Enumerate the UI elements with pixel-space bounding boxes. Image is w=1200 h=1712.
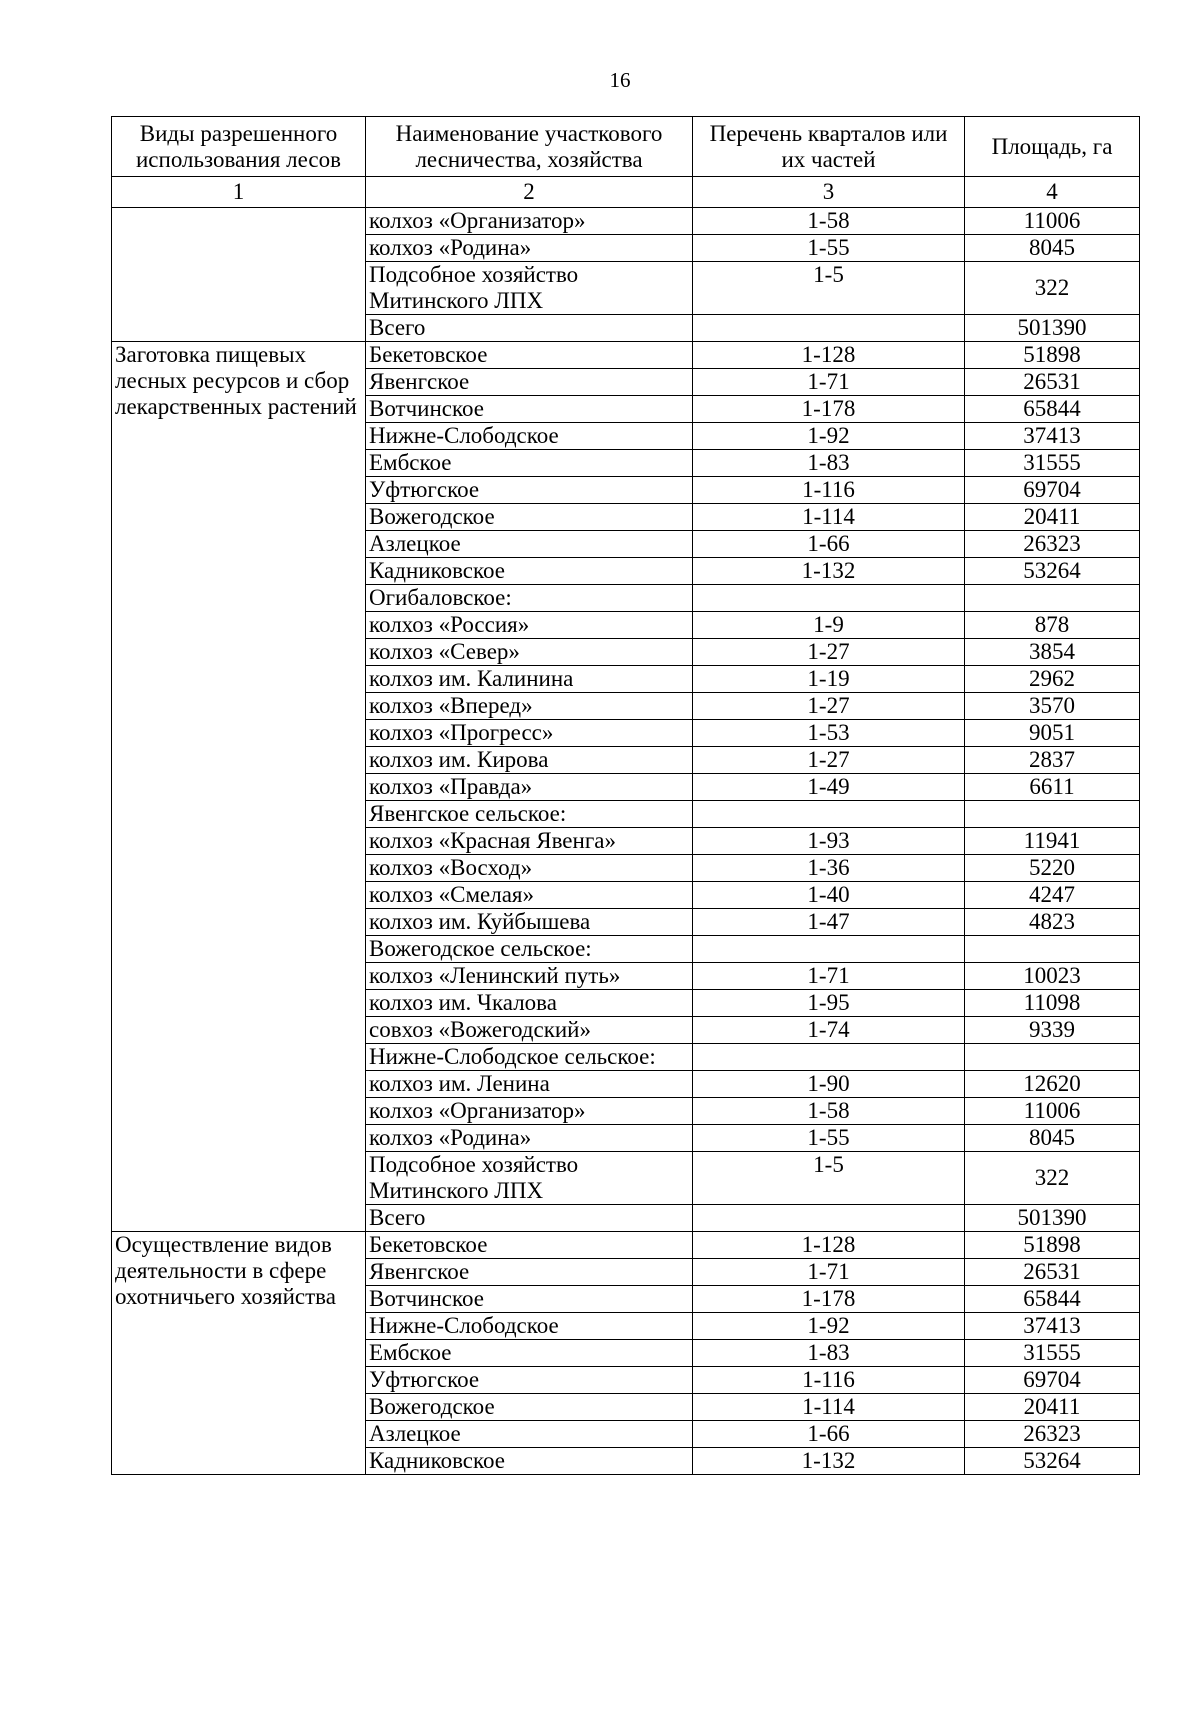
usage-kind-cell — [112, 1232, 366, 1475]
quarters-cell: 1-128 — [693, 1232, 965, 1259]
area-cell: 9051 — [965, 720, 1140, 747]
area-cell: 8045 — [965, 235, 1140, 262]
forestry-name-cell: Азлецкое — [366, 1421, 693, 1448]
quarters-cell: 1-19 — [693, 666, 965, 693]
column-number: 2 — [366, 177, 693, 208]
area-cell: 5220 — [965, 855, 1140, 882]
quarters-cell: 1-71 — [693, 963, 965, 990]
forestry-name-cell: Уфтюгское — [366, 477, 693, 504]
area-cell — [965, 936, 1140, 963]
area-cell: 65844 — [965, 396, 1140, 423]
table-row — [112, 342, 1140, 369]
quarters-cell: 1-83 — [693, 450, 965, 477]
quarters-cell: 1-74 — [693, 1017, 965, 1044]
forestry-name-cell: Подсобное хозяйство Митинского ЛПХ — [366, 262, 693, 315]
area-cell: 878 — [965, 612, 1140, 639]
quarters-cell: 1-36 — [693, 855, 965, 882]
forestry-name-cell: Всего — [366, 315, 693, 342]
usage-kind-text: Осуществление видов деятельности в сфере охотничьего хозяйства — [115, 1232, 336, 1309]
area-cell: 31555 — [965, 450, 1140, 477]
area-cell — [965, 1044, 1140, 1071]
quarters-cell: 1-58 — [693, 208, 965, 235]
area-cell: 322 — [965, 262, 1140, 315]
quarters-cell: 1-9 — [693, 612, 965, 639]
quarters-cell: 1-116 — [693, 1367, 965, 1394]
area-cell: 322 — [965, 1152, 1140, 1205]
forestry-name-cell: Подсобное хозяйство Митинского ЛПХ — [366, 1152, 693, 1205]
quarters-cell: 1-116 — [693, 477, 965, 504]
table-body — [112, 208, 1140, 1475]
forestry-name-cell: колхоз «Родина» — [366, 235, 693, 262]
area-cell: 8045 — [965, 1125, 1140, 1152]
quarters-cell: 1-49 — [693, 774, 965, 801]
forestry-name-cell: колхоз «Красная Явенга» — [366, 828, 693, 855]
quarters-cell: 1-40 — [693, 882, 965, 909]
area-cell: 26531 — [965, 369, 1140, 396]
quarters-cell: 1-27 — [693, 747, 965, 774]
area-cell: 11006 — [965, 208, 1140, 235]
quarters-cell: 1-114 — [693, 504, 965, 531]
area-cell: 3570 — [965, 693, 1140, 720]
quarters-cell: 1-47 — [693, 909, 965, 936]
area-cell: 20411 — [965, 1394, 1140, 1421]
forestry-name-cell: Ембское — [366, 1340, 693, 1367]
quarters-cell: 1-83 — [693, 1340, 965, 1367]
forestry-name-cell: колхоз «Правда» — [366, 774, 693, 801]
forestry-name-cell: Нижне-Слободское — [366, 1313, 693, 1340]
usage-kind-cell — [112, 342, 366, 1232]
area-cell: 3854 — [965, 639, 1140, 666]
quarters-cell: 1-27 — [693, 693, 965, 720]
quarters-cell: 1-71 — [693, 1259, 965, 1286]
forestry-name-cell: колхоз им. Куйбышева — [366, 909, 693, 936]
area-cell: 37413 — [965, 1313, 1140, 1340]
quarters-cell: 1-114 — [693, 1394, 965, 1421]
quarters-cell: 1-55 — [693, 1125, 965, 1152]
forestry-name-cell: Бекетовское — [366, 1232, 693, 1259]
quarters-cell: 1-66 — [693, 1421, 965, 1448]
forestry-name-cell: колхоз «Восход» — [366, 855, 693, 882]
forestry-name-cell: Кадниковское — [366, 1448, 693, 1475]
forestry-name-cell: Азлецкое — [366, 531, 693, 558]
forestry-name-cell: Нижне-Слободское — [366, 423, 693, 450]
forestry-name-cell: колхоз им. Ленина — [366, 1071, 693, 1098]
quarters-cell: 1-27 — [693, 639, 965, 666]
quarters-cell: 1-55 — [693, 235, 965, 262]
area-cell: 51898 — [965, 342, 1140, 369]
column-number: 3 — [693, 177, 965, 208]
area-cell — [965, 585, 1140, 612]
forestry-name-cell: Огибаловское: — [366, 585, 693, 612]
quarters-cell: 1-53 — [693, 720, 965, 747]
forestry-name-cell: колхоз «Россия» — [366, 612, 693, 639]
header-cell: Наименование участкового лесничества, хозяйства — [366, 117, 693, 177]
area-cell: 4247 — [965, 882, 1140, 909]
quarters-cell: 1-58 — [693, 1098, 965, 1125]
forestry-name-cell: Бекетовское — [366, 342, 693, 369]
forestry-name-cell: колхоз «Смелая» — [366, 882, 693, 909]
column-number: 1 — [112, 177, 366, 208]
header-cell: Перечень кварталов или их частей — [693, 117, 965, 177]
forestry-name-cell: Вожегодское — [366, 1394, 693, 1421]
header-cell: Площадь, га — [965, 117, 1140, 177]
area-cell: 26323 — [965, 1421, 1140, 1448]
area-cell: 11006 — [965, 1098, 1140, 1125]
forestry-name-cell: Всего — [366, 1205, 693, 1232]
page-number: 16 — [609, 68, 631, 92]
forestry-name-cell: колхоз им. Калинина — [366, 666, 693, 693]
quarters-cell: 1-5 — [693, 262, 965, 315]
area-cell — [965, 801, 1140, 828]
area-cell: 501390 — [965, 1205, 1140, 1232]
column-number: 4 — [965, 177, 1140, 208]
quarters-cell: 1-93 — [693, 828, 965, 855]
quarters-cell — [693, 315, 965, 342]
forestry-name-cell: Ембское — [366, 450, 693, 477]
table-row — [112, 208, 1140, 235]
usage-kind-cell — [112, 208, 366, 342]
area-cell: 69704 — [965, 1367, 1140, 1394]
quarters-cell — [693, 801, 965, 828]
quarters-cell: 1-90 — [693, 1071, 965, 1098]
quarters-cell: 1-178 — [693, 396, 965, 423]
area-cell: 26323 — [965, 531, 1140, 558]
area-cell: 65844 — [965, 1286, 1140, 1313]
quarters-cell: 1-71 — [693, 369, 965, 396]
forestry-name-cell: колхоз «Организатор» — [366, 208, 693, 235]
forestry-name-cell: колхоз им. Чкалова — [366, 990, 693, 1017]
forestry-name-cell: колхоз «Прогресс» — [366, 720, 693, 747]
forestry-name-cell: Явенгское — [366, 369, 693, 396]
area-cell: 37413 — [965, 423, 1140, 450]
area-cell: 2837 — [965, 747, 1140, 774]
area-cell: 6611 — [965, 774, 1140, 801]
quarters-cell: 1-5 — [693, 1152, 965, 1205]
quarters-cell — [693, 585, 965, 612]
area-cell: 11098 — [965, 990, 1140, 1017]
area-cell: 10023 — [965, 963, 1140, 990]
quarters-cell — [693, 936, 965, 963]
header-cell: Виды разрешенного использования лесов — [112, 117, 366, 177]
quarters-cell: 1-132 — [693, 1448, 965, 1475]
area-cell: 501390 — [965, 315, 1140, 342]
forest-use-table — [111, 116, 1140, 1475]
forestry-name-cell: колхоз «Вперед» — [366, 693, 693, 720]
quarters-cell: 1-128 — [693, 342, 965, 369]
area-cell: 2962 — [965, 666, 1140, 693]
area-cell: 69704 — [965, 477, 1140, 504]
forestry-name-cell: колхоз «Север» — [366, 639, 693, 666]
forestry-name-cell: колхоз «Организатор» — [366, 1098, 693, 1125]
forestry-name-cell: Вожегодское сельское: — [366, 936, 693, 963]
area-cell: 53264 — [965, 558, 1140, 585]
quarters-cell: 1-66 — [693, 531, 965, 558]
area-cell: 12620 — [965, 1071, 1140, 1098]
header-row — [112, 117, 1140, 177]
quarters-cell: 1-92 — [693, 1313, 965, 1340]
area-cell: 20411 — [965, 504, 1140, 531]
forestry-name-cell: Вожегодское — [366, 504, 693, 531]
forestry-name-cell: Уфтюгское — [366, 1367, 693, 1394]
forestry-name-cell: колхоз им. Кирова — [366, 747, 693, 774]
quarters-cell — [693, 1044, 965, 1071]
area-cell: 51898 — [965, 1232, 1140, 1259]
area-cell: 26531 — [965, 1259, 1140, 1286]
quarters-cell: 1-178 — [693, 1286, 965, 1313]
forestry-name-cell: Явенгское — [366, 1259, 693, 1286]
forestry-name-cell: Явенгское сельское: — [366, 801, 693, 828]
quarters-cell: 1-132 — [693, 558, 965, 585]
forestry-name-cell: Вотчинское — [366, 396, 693, 423]
usage-kind-text: Заготовка пищевых лесных ресурсов и сбор лекарственных растений — [115, 342, 357, 419]
forestry-name-cell: колхоз «Родина» — [366, 1125, 693, 1152]
column-number-row — [112, 177, 1140, 208]
forestry-name-cell: Кадниковское — [366, 558, 693, 585]
area-cell: 11941 — [965, 828, 1140, 855]
forestry-name-cell: Вотчинское — [366, 1286, 693, 1313]
quarters-cell: 1-95 — [693, 990, 965, 1017]
table-row — [112, 1232, 1140, 1259]
area-cell: 53264 — [965, 1448, 1140, 1475]
forestry-name-cell: совхоз «Вожегодский» — [366, 1017, 693, 1044]
forestry-name-cell: Нижне-Слободское сельское: — [366, 1044, 693, 1071]
area-cell: 9339 — [965, 1017, 1140, 1044]
quarters-cell: 1-92 — [693, 423, 965, 450]
quarters-cell — [693, 1205, 965, 1232]
area-cell: 4823 — [965, 909, 1140, 936]
forestry-name-cell: колхоз «Ленинский путь» — [366, 963, 693, 990]
area-cell: 31555 — [965, 1340, 1140, 1367]
